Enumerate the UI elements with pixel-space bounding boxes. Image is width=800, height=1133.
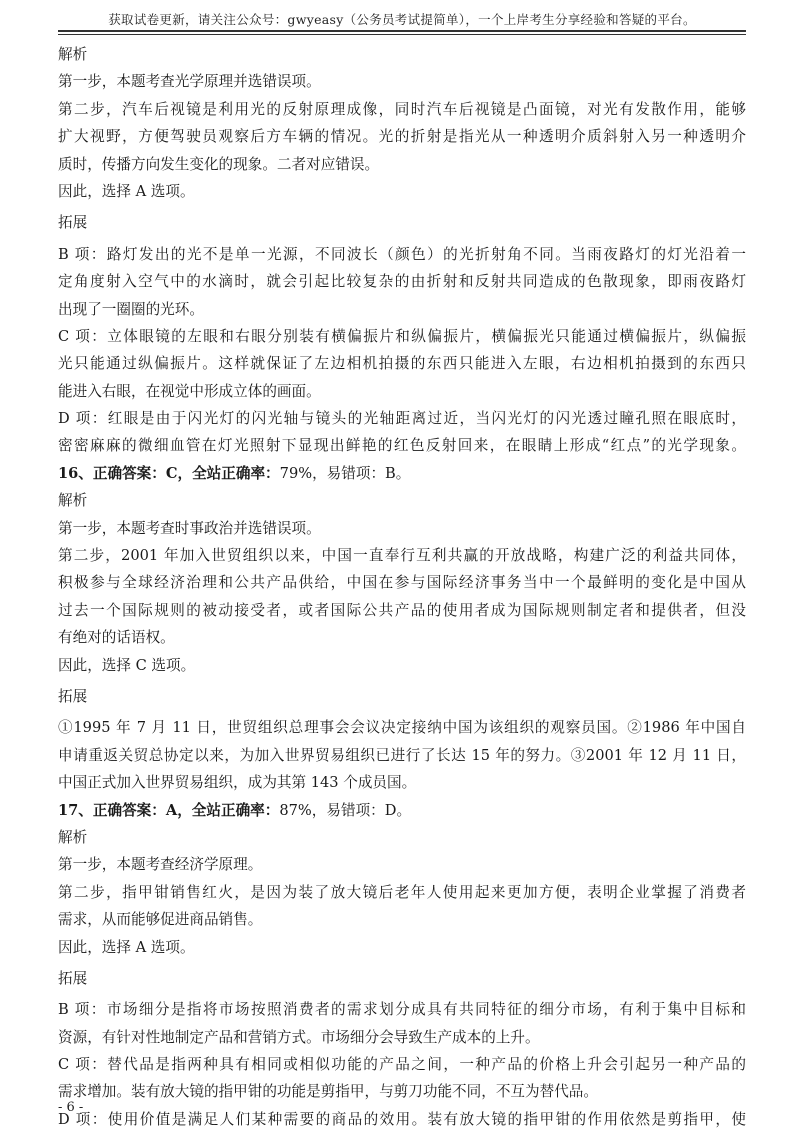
extension-heading: 拓展 bbox=[58, 214, 88, 232]
extension-option-b-line: 资源，有针对性地制定产品和营销方式。市场细分会导致生产成本的上升。 bbox=[58, 1028, 540, 1046]
analysis-step2-line: 需求，从而能够促进商品销售。 bbox=[58, 911, 263, 929]
extension-option-c-line: 光只能通过纵偏振片。这样就保证了左边相机拍摄的东西只能进入左眼，右边相机拍摄到的东西只 bbox=[58, 355, 746, 373]
analysis-heading: 解析 bbox=[58, 46, 88, 63]
q16-answer-label: 16、正确答案：C，全站正确率： bbox=[58, 464, 280, 482]
analysis-conclusion: 因此，选择 A 选项。 bbox=[58, 182, 195, 200]
q16-answer-stats: 79%，易错项：B。 bbox=[279, 464, 411, 482]
extension-line: 申请重返关贸总协定以来，为加入世界贸易组织已进行了长达 15 年的努力。③2001 年 12 月 11 日， bbox=[58, 746, 746, 764]
header-rule-thin bbox=[58, 34, 746, 35]
extension-option-b-line: B 项：路灯发出的光不是单一光源，不同波长（颜色）的光折射角不同。当雨夜路灯的灯光沿着一 bbox=[58, 245, 746, 263]
extension-option-d-line: D 项：使用价值是满足人们某种需要的商品的效用。装有放大镜的指甲钳的作用依然是剪指甲，使 bbox=[58, 1110, 746, 1128]
extension-heading: 拓展 bbox=[58, 969, 88, 987]
analysis-step2-line: 有绝对的话语权。 bbox=[58, 629, 175, 647]
extension-option-b-line: B 项：市场细分是指将市场按照消费者的需求划分成具有共同特征的细分市场，有利于集中目标和 bbox=[58, 1001, 746, 1019]
extension-line: ①1995 年 7 月 11 日，世贸组织总理事会会议决定接纳中国为该组织的观察员国。②1986 年中国自 bbox=[58, 719, 746, 737]
analysis-conclusion: 因此，选择 A 选项。 bbox=[58, 938, 195, 956]
analysis-heading: 解析 bbox=[58, 492, 88, 510]
page-number: - 6 - bbox=[58, 1100, 84, 1115]
extension-option-b-line: 出现了一圈圈的光环。 bbox=[58, 300, 204, 318]
analysis-step1: 第一步，本题考查时事政治并选错误项。 bbox=[58, 519, 321, 537]
q16-answer-line bbox=[58, 460, 746, 487]
analysis-step2-line: 第二步，汽车后视镜是利用光的反射原理成像，同时汽车后视镜是凸面镜，对光有发散作用，能够 bbox=[58, 100, 746, 118]
analysis-step2-line: 第二步，指甲钳销售红火，是因为装了放大镜后老年人使用起来更加方便，表明企业掌握了消费者 bbox=[58, 883, 746, 901]
document-body bbox=[58, 41, 746, 1133]
q17-answer-line bbox=[58, 797, 746, 824]
analysis-step1: 第一步，本题考查光学原理并选错误项。 bbox=[58, 73, 321, 91]
analysis-step1: 第一步，本题考查经济学原理。 bbox=[58, 856, 263, 874]
analysis-conclusion: 因此，选择 C 选项。 bbox=[58, 656, 196, 674]
analysis-step2-line: 扩大视野，方便驾驶员观察后方车辆的情况。光的折射是指光从一种透明介质斜射入另一种透明介 bbox=[58, 128, 746, 146]
analysis-heading: 解析 bbox=[58, 828, 88, 846]
extension-option-c-line: 需求增加。装有放大镜的指甲钳的功能是剪指甲，与剪刀功能不同，不互为替代品。 bbox=[58, 1083, 598, 1101]
extension-heading: 拓展 bbox=[58, 687, 88, 705]
q17-answer-stats: 87%，易错项：D。 bbox=[279, 801, 412, 819]
extension-option-c-line: C 项：替代品是指两种具有相同或相似功能的产品之间，一种产品的价格上升会引起另一种产品的 bbox=[58, 1056, 746, 1074]
extension-option-c-line: C 项：立体眼镜的左眼和右眼分别装有横偏振片和纵偏振片，横偏振光只能通过横偏振片，纵偏振 bbox=[58, 327, 746, 345]
page-header-notice: 获取试卷更新，请关注公众号：gwyeasy（公务员考试提简单），一个上岸考生分享经验和答疑的平台。 bbox=[108, 12, 696, 27]
q17-answer-label: 17、正确答案：A，全站正确率： bbox=[58, 801, 280, 819]
analysis-step2-line: 质时，传播方向发生变化的现象。二者对应错误。 bbox=[58, 155, 380, 173]
extension-option-c-line: 能进入右眼，在视觉中形成立体的画面。 bbox=[58, 382, 321, 400]
analysis-step2-line: 过去一个国际规则的被动接受者，或者国际公共产品的使用者成为国际规则制定者和提供者，但没 bbox=[58, 601, 746, 619]
extension-option-b-line: 定角度射入空气中的水滴时，就会引起比较复杂的由折射和反射共同造成的色散现象，即雨夜路灯 bbox=[58, 273, 746, 291]
header-rule-thick bbox=[58, 30, 746, 32]
extension-line: 中国正式加入世界贸易组织，成为其第 143 个成员国。 bbox=[58, 774, 417, 792]
analysis-step2-line: 第二步，2001 年加入世贸组织以来，中国一直奉行互利共赢的开放战略，构建广泛的利益共同体， bbox=[58, 547, 746, 565]
analysis-step2-line: 积极参与全球经济治理和公共产品供给，中国在参与国际经济事务当中一个最鲜明的变化是中国从 bbox=[58, 574, 746, 592]
extension-option-d-line: D 项：红眼是由于闪光灯的闪光轴与镜头的光轴距离过近，当闪光灯的闪光透过瞳孔照在眼底时， bbox=[58, 410, 746, 428]
extension-option-d-line: 密密麻麻的微细血管在灯光照射下显现出鲜艳的红色反射回来，在眼睛上形成“红点”的光学现象。 bbox=[58, 437, 746, 455]
